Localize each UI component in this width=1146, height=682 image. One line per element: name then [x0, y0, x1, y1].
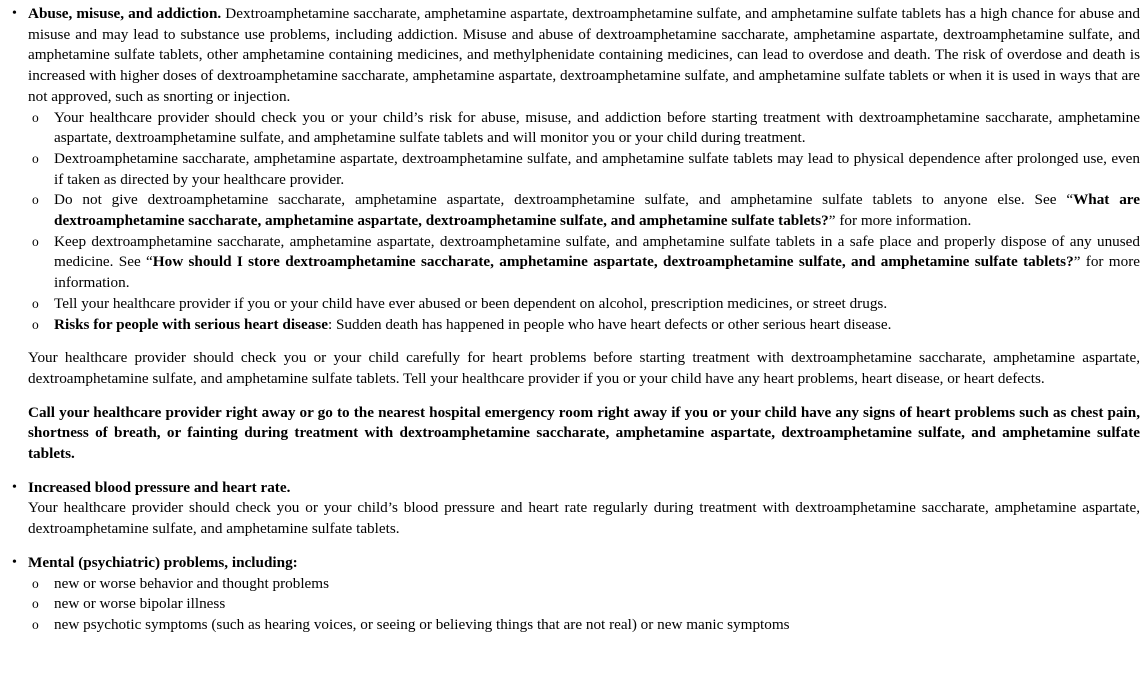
item-text: Dextroamphetamine saccharate, amphetamine aspartate, dextroamphetamine sulfate, and amphetamine sulfate tablets has a high chance for abuse and misuse and may lead to substance use problems, including addiction. Misuse and abuse of dextroamphetamine saccharate, amphetamine aspartate, dextroamphetamine sulfate, and amphetamine sulfate tablets, other amphetamine containing medicines, and methylphenidate containing medicines, can lead to overdose and death. The risk of overdose and death is increased with higher doses of dextroamphetamine saccharate, amphetamine aspartate, dextroamphetamine sulfate, and amphetamine sulfate tablets or when it is used in ways that are not approved, such as snorting or injection.: [28, 5, 1140, 105]
item-heading: Risks for people with serious heart disease: [54, 315, 328, 333]
paragraph-emergency-warning: [6, 403, 1140, 465]
item-text: Your healthcare provider should check you or your child’s risk for abuse, misuse, and addiction before starting treatment with dextroamphetamine saccharate, amphetamine aspartate, dextroamphetamine sulfate, and amphetamine sulfate tablets and will monitor you or your child during treatment.: [54, 108, 1140, 147]
bullet-disc-icon: •: [12, 554, 17, 570]
bullet-circle-icon: o: [32, 575, 39, 591]
paragraph-blood-pressure-monitoring: [6, 498, 1140, 539]
list-item-bipolar-illness: [6, 594, 1140, 615]
list-item-risk-check: [6, 108, 1140, 149]
spacer: [6, 465, 1140, 478]
paragraph-heart-check: [6, 348, 1140, 389]
bullet-circle-icon: o: [32, 109, 39, 125]
item-heading: Increased blood pressure and heart rate.: [28, 478, 291, 496]
bullet-circle-icon: o: [32, 295, 39, 311]
bullet-circle-icon: o: [32, 233, 39, 249]
bullet-disc-icon: •: [12, 479, 17, 495]
item-text-before: Do not give dextroamphetamine saccharate, amphetamine aspartate, dextroamphetamine sulfate, and amphetamine sulfate tablets to anyone else. See “: [54, 191, 1074, 209]
list-item-physical-dependence: [6, 149, 1140, 190]
item-text: new or worse bipolar illness: [54, 595, 226, 613]
spacer: [6, 390, 1140, 403]
item-heading: Abuse, misuse, and addiction.: [28, 5, 222, 22]
bullet-circle-icon: o: [32, 192, 39, 208]
bullet-circle-icon: o: [32, 316, 39, 332]
item-text-after: ” for more information.: [828, 212, 972, 230]
paragraph-text: Your healthcare provider should check you or your child carefully for heart problems before starting treatment with dextroamphetamine saccharate, amphetamine aspartate, dextroamphetamine sulfate, and amphetamine sulfate tablets. Tell your healthcare provider if you or your child have any heart problems, heart disease, or heart defects.: [28, 349, 1140, 387]
list-item-psychotic-symptoms: [6, 615, 1140, 636]
bullet-disc-icon: •: [12, 6, 17, 21]
spacer: [6, 540, 1140, 553]
paragraph-text: Call your healthcare provider right away or go to the nearest hospital emergency room right away if you or your child have any signs of heart problems such as chest pain, shortness of breath, or fainting during treatment with dextroamphetamine saccharate, amphetamine aspartate, dextroamphetamine sulfate, and amphetamine sulfate tablets.: [28, 403, 1140, 463]
item-text: : Sudden death has happened in people who have heart defects or other serious heart disease.: [327, 315, 892, 333]
item-heading: Mental (psychiatric) problems, including:: [28, 553, 298, 571]
item-text: Tell your healthcare provider if you or your child have ever abused or been dependent on alcohol, prescription medicines, or street drugs.: [54, 294, 888, 312]
item-text-after: ” for more information.: [54, 253, 1141, 292]
section-cross-reference: What are dextroamphetamine saccharate, amphetamine aspartate, dextroamphetamine sulfate, and amphetamine sulfate tablets?: [54, 191, 1141, 230]
item-text: new psychotic symptoms (such as hearing voices, or seeing or believing things that are not real) or new manic symptoms: [54, 615, 790, 633]
paragraph-text: Your healthcare provider should check you or your child’s blood pressure and heart rate regularly during treatment with dextroamphetamine saccharate, amphetamine aspartate, dextroamphetamine sulfate, and amphetamine sulfate tablets.: [28, 499, 1140, 538]
list-item-behavior-thought-problems: [6, 574, 1140, 595]
item-text: new or worse behavior and thought problems: [54, 574, 329, 592]
list-item-safe-place-storage: [6, 232, 1140, 294]
section-cross-reference: How should I store dextroamphetamine saccharate, amphetamine aspartate, dextroamphetamine sulfate, and amphetamine sulfate tablets?: [152, 253, 1074, 271]
list-item-mental-problems: [6, 553, 1140, 574]
bullet-circle-icon: o: [32, 596, 39, 612]
item-text-before: Keep dextroamphetamine saccharate, amphetamine aspartate, dextroamphetamine sulfate, and amphetamine sulfate tablets in a safe place and properly dispose of any unused medicine. See “: [54, 232, 1140, 271]
list-item-abuse-misuse-addiction: [6, 4, 1140, 108]
list-item-do-not-give: [6, 190, 1140, 231]
spacer: [6, 335, 1140, 348]
list-item-serious-heart-disease: [6, 315, 1140, 336]
bullet-circle-icon: o: [32, 150, 39, 166]
list-item-increased-blood-pressure: [6, 478, 1140, 499]
bullet-circle-icon: o: [32, 616, 39, 632]
item-text: Dextroamphetamine saccharate, amphetamine aspartate, dextroamphetamine sulfate, and amphetamine sulfate tablets may lead to physical dependence after prolonged use, even if taken as directed by your healthcare provider.: [54, 149, 1140, 188]
list-item-tell-provider-abuse-history: [6, 294, 1140, 315]
